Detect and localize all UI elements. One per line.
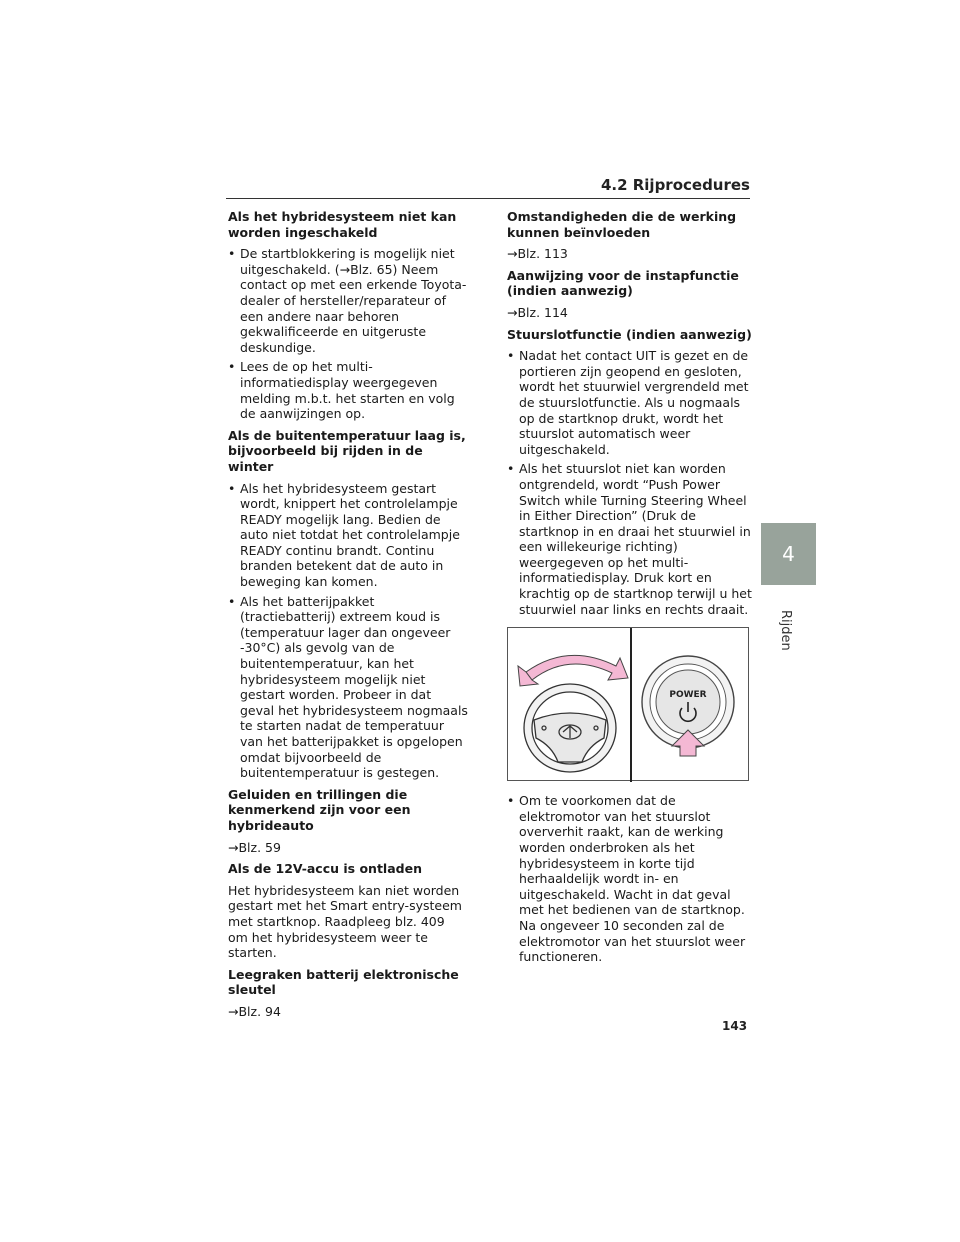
heading-conditions: Omstandigheden die de werking kunnen beïnvloeden <box>507 209 737 240</box>
list-steering-lock-overheat <box>507 793 752 965</box>
heading-battery-discharged: Als de 12V-accu is ontladen <box>228 861 422 877</box>
steering-wheel-icon <box>524 684 616 772</box>
list-item: • Als het batterijpakket (tractiebatterij) extreem koud is (temperatuur lager dan ongeveer -30°C) als gevolg van de buitentemperatuur, kan het hybridesysteem mogelijk niet gestart worden. Probeer in dat geval het hybridesysteem nogmaals te starten nadat de temperatuur van het batterijpakket is opgelopen omdat bijvoorbeeld de buitentemperatuur is gestegen. <box>228 594 468 781</box>
heading-cannot-start: Als het hybridesysteem niet kan worden ingeschakeld <box>228 209 457 240</box>
left-column <box>228 209 468 1026</box>
chapter-number: 4 <box>782 542 795 566</box>
list-low-temperature <box>228 481 468 781</box>
power-label: POWER <box>669 690 707 701</box>
header-divider <box>226 198 750 199</box>
heading-entry-function: Aanwijzing voor de instapfunctie (indien aanwezig) <box>507 267 739 299</box>
list-item: • Als het hybridesysteem gestart wordt, knippert het controlelampje READY mogelijk lang. Bedien de auto niet totdat het controlelampje READY continu brandt. Continu branden betekent dat de auto in beweging kan komen. <box>228 481 468 590</box>
list-steering-lock <box>507 348 752 617</box>
steering-power-illustration <box>507 627 749 781</box>
right-column <box>507 209 752 971</box>
list-item: • Om te voorkomen dat de elektromotor van het stuurslot oververhit raakt, kan de werking worden onderbroken als het hybridesysteem in korte tijd herhaaldelijk wordt in- en uitgeschakeld. Wacht in dat geval met het bedienen van de startknop. Na ongeveer 10 seconden zal de elektromotor van het stuurslot weer functioneren. <box>507 793 752 965</box>
section-header-title: 4.2 Rijprocedures <box>600 176 750 194</box>
rotate-arrow-icon <box>526 656 628 681</box>
illustration-svg <box>508 628 750 782</box>
page-reference: →Blz. 114 <box>507 304 568 320</box>
heading-sounds-vibrations: Geluiden en trillingen die kenmerkend zijn voor een hybrideauto <box>228 786 411 833</box>
list-item: • Lees de op het multi-informatiedisplay weergegeven melding m.b.t. het starten en volg de aanwijzingen op. <box>228 359 468 421</box>
page-number: 143 <box>722 1019 748 1033</box>
heading-steering-lock: Stuurslotfunctie (indien aanwezig) <box>507 326 752 342</box>
paragraph-battery-discharged: Het hybridesysteem kan niet worden gestart met het Smart entry-systeem met startknop. Raadpleeg blz. 409 om het hybridesysteem weer te starten. <box>228 882 462 961</box>
list-item: • De startblokkering is mogelijk niet uitgeschakeld. (→Blz. 65) Neem contact op met een erkende Toyota-dealer of hersteller/reparateur of een andere naar behoren gekwalificeerde en uitgeruste deskundige. <box>228 246 468 355</box>
page-reference: →Blz. 59 <box>228 839 281 855</box>
page-reference: →Blz. 113 <box>507 246 568 262</box>
heading-low-temperature: Als de buitentemperatuur laag is, bijvoorbeeld bij rijden in de winter <box>228 427 466 474</box>
list-cannot-start <box>228 246 468 422</box>
list-item: • Als het stuurslot niet kan worden ontgrendeld, wordt “Push Power Switch while Turning Steering Wheel in Either Direction” (Druk de startknop in en draai het stuurwiel in een willekeurige richting) weergegeven op het multi-informatiedisplay. Druk kort en krachtig op de startknop terwijl u het stuurwiel naar links en rechts draait. <box>507 461 752 617</box>
chapter-label: Rijden <box>778 610 793 651</box>
list-item: • Nadat het contact UIT is gezet en de portieren zijn geopend en gesloten, wordt het stuurwiel vergrendeld met de stuurslotfunctie. Als u nogmaals op de startknop drukt, wordt het stuurslot automatisch weer uitgeschakeld. <box>507 348 752 457</box>
heading-key-battery: Leegraken batterij elektronische sleutel <box>228 966 459 998</box>
chapter-tab <box>761 523 816 585</box>
page-reference: →Blz. 94 <box>228 1003 281 1019</box>
